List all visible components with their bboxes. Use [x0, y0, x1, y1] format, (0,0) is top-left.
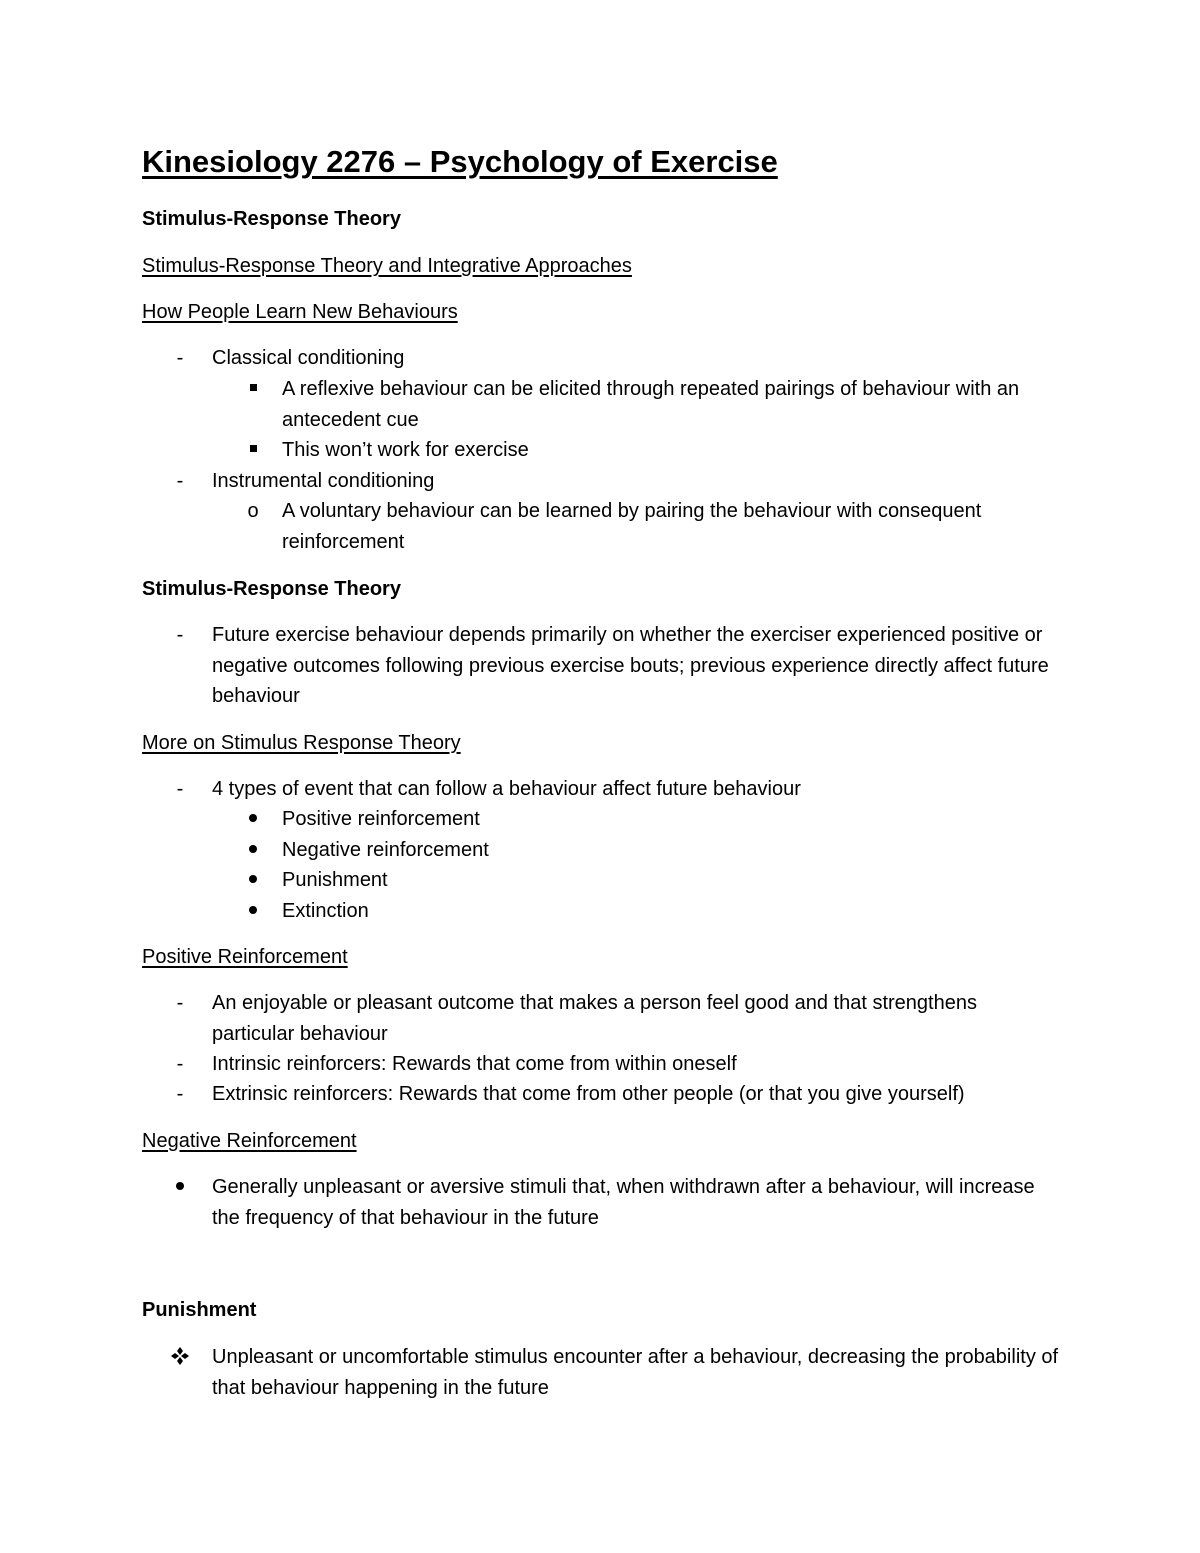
- list-item: Unpleasant or uncomfortable stimulus encounter after a behaviour, decreasing the probability of that behaviour happening in the future: [212, 1346, 1059, 1399]
- list-item: A reflexive behaviour can be elicited through repeated pairings of behaviour with an antecedent cue: [282, 378, 1020, 431]
- list-item: Negative reinforcement: [282, 839, 489, 861]
- circle-bullet-marker: o: [247, 500, 259, 522]
- section-heading-stimulus-response-theory-2: Stimulus-Response Theory: [142, 578, 401, 600]
- disc-bullet-icon: [243, 865, 263, 896]
- square-bullet-icon: [243, 374, 263, 405]
- diamond-bullet-icon: [170, 1342, 190, 1373]
- list-item: Extrinsic reinforcers: Rewards that come from other people (or that you give yourself): [212, 1083, 965, 1105]
- dash-marker: -: [176, 470, 184, 492]
- list-item: Positive reinforcement: [282, 808, 480, 830]
- section-heading-how-people-learn: How People Learn New Behaviours: [142, 301, 458, 323]
- list-item: 4 types of event that can follow a behaviour affect future behaviour: [212, 778, 801, 800]
- document-title: Kinesiology 2276 – Psychology of Exercise: [142, 144, 778, 179]
- section-heading-more-on-stimulus-response: More on Stimulus Response Theory: [142, 732, 461, 754]
- disc-bullet-icon: [243, 835, 263, 866]
- disc-bullet-icon: [243, 804, 263, 835]
- square-bullet-icon: [243, 435, 263, 466]
- list-item: Future exercise behaviour depends primarily on whether the exerciser experienced positive or negative outcomes following previous exercise bouts; previous experience directly affect future behaviour: [212, 624, 1049, 707]
- list-item: Intrinsic reinforcers: Rewards that come from within oneself: [212, 1053, 737, 1075]
- dash-marker: -: [176, 1083, 184, 1105]
- section-heading-positive-reinforcement: Positive Reinforcement: [142, 946, 348, 968]
- list-item: Extinction: [282, 900, 369, 922]
- dash-marker: -: [176, 992, 184, 1014]
- dash-marker: -: [176, 347, 184, 369]
- dash-marker: -: [176, 778, 184, 800]
- list-item: Instrumental conditioning: [212, 470, 435, 492]
- list-item: Generally unpleasant or aversive stimuli that, when withdrawn after a behaviour, will increase the frequency of that behaviour in the future: [212, 1176, 1035, 1229]
- section-heading-integrative-approaches: Stimulus-Response Theory and Integrative Approaches: [142, 255, 632, 277]
- list-item: An enjoyable or pleasant outcome that makes a person feel good and that strengthens particular behaviour: [212, 992, 977, 1045]
- section-heading-stimulus-response-theory: Stimulus-Response Theory: [142, 208, 401, 230]
- list-item: A voluntary behaviour can be learned by pairing the behaviour with consequent reinforcement: [282, 500, 982, 553]
- section-heading-negative-reinforcement: Negative Reinforcement: [142, 1130, 357, 1152]
- list-item: Punishment: [282, 869, 388, 891]
- list-item: This won’t work for exercise: [282, 439, 529, 461]
- list-item: Classical conditioning: [212, 347, 405, 369]
- disc-bullet-icon: [243, 896, 263, 927]
- section-heading-punishment: Punishment: [142, 1299, 257, 1321]
- dash-marker: -: [176, 624, 184, 646]
- disc-bullet-icon: [170, 1172, 190, 1203]
- dash-marker: -: [176, 1053, 184, 1075]
